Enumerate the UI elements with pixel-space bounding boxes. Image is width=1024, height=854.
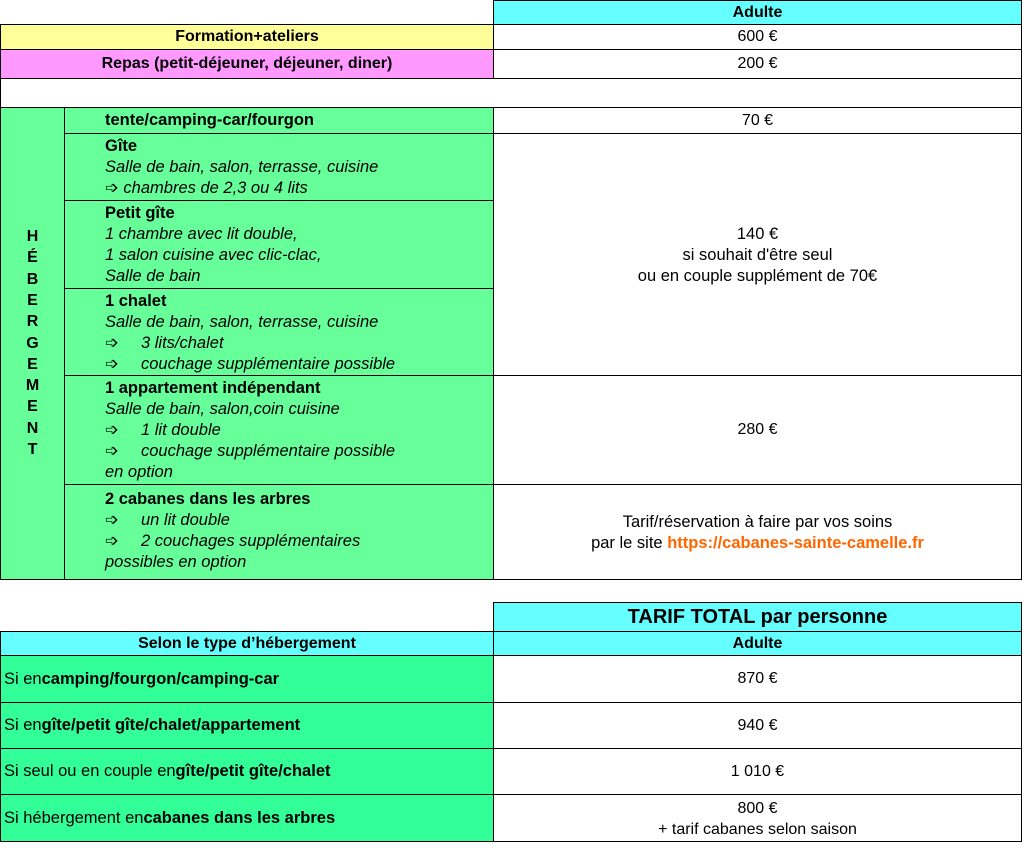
total-title: TARIF TOTAL par personne bbox=[493, 602, 1022, 632]
gite-line: ➩ chambres de 2,3 ou 4 lits bbox=[105, 179, 308, 197]
gite-cell bbox=[64, 133, 494, 201]
cabanes-line: ➩ 2 couchages supplémentaires bbox=[105, 532, 361, 550]
tente-price: 70 € bbox=[493, 107, 1022, 134]
vertical-letter: G bbox=[26, 334, 39, 352]
total-row-label: Si seul ou en couple en gîte/petit gîte/chalet bbox=[0, 748, 494, 795]
appartement-cell bbox=[64, 375, 494, 485]
appartement-price: 280 € bbox=[493, 375, 1022, 485]
appartement-line: ➩ 1 lit double bbox=[105, 421, 221, 439]
gite-group-price: 140 € si souhait d'être seul ou en couple supplément de 70€ bbox=[493, 133, 1022, 376]
cabanes-price: Tarif/réservation à faire par vos soins par le site https://cabanes-sainte-camelle.fr bbox=[493, 484, 1022, 580]
vertical-letter: B bbox=[26, 270, 39, 288]
appartement-title: 1 appartement indépendant bbox=[105, 379, 321, 397]
formation-label: Formation+ateliers bbox=[0, 24, 494, 50]
adulte-header: Adulte bbox=[493, 0, 1022, 25]
total-row-price: 940 € bbox=[493, 702, 1022, 749]
arrow-icon: ➩ bbox=[105, 511, 119, 529]
petit-gite-title: Petit gîte bbox=[105, 204, 175, 222]
arrow-icon: ➩ bbox=[105, 421, 119, 439]
arrow-icon: ➩ bbox=[105, 532, 119, 550]
chalet-cell bbox=[64, 288, 494, 376]
total-row-label: Si en gîte/petit gîte/chalet/appartement bbox=[0, 702, 494, 749]
arrow-icon: ➩ bbox=[105, 355, 119, 373]
vertical-letter: E bbox=[27, 355, 38, 373]
selon-header: Selon le type d’hébergement bbox=[0, 631, 494, 656]
cabanes-link[interactable]: https://cabanes-sainte-camelle.fr bbox=[667, 534, 924, 552]
vertical-letter: É bbox=[27, 249, 38, 267]
cabanes-line: ➩ un lit double bbox=[105, 511, 230, 529]
petit-gite-line: Salle de bain bbox=[105, 267, 201, 285]
arrow-icon: ➩ bbox=[105, 334, 119, 352]
petit-gite-line: 1 salon cuisine avec clic-clac, bbox=[105, 246, 322, 264]
chalet-line: Salle de bain, salon, terrasse, cuisine bbox=[105, 313, 379, 331]
vertical-letter: M bbox=[25, 377, 40, 395]
total-row-price: 1 010 € bbox=[493, 748, 1022, 795]
tente-label: tente/camping-car/fourgon bbox=[64, 107, 494, 134]
chalet-line: ➩ 3 lits/chalet bbox=[105, 334, 224, 352]
formation-price: 600 € bbox=[493, 24, 1022, 50]
appartement-line: Salle de bain, salon,coin cuisine bbox=[105, 400, 340, 418]
total-row-label: Si hébergement en cabanes dans les arbres bbox=[0, 794, 494, 842]
vertical-letter: H bbox=[26, 228, 39, 245]
cabanes-cell bbox=[64, 484, 494, 580]
appartement-line: ➩ couchage supplémentaire possible bbox=[105, 442, 396, 460]
spacer-row bbox=[0, 78, 1022, 108]
arrow-icon: ➩ bbox=[105, 442, 119, 460]
total-row-label: Si en camping/fourgon/camping-car bbox=[0, 655, 494, 703]
arrow-icon: ➩ bbox=[105, 179, 119, 197]
repas-price: 200 € bbox=[493, 49, 1022, 79]
petit-gite-line: 1 chambre avec lit double, bbox=[105, 225, 298, 243]
cabanes-title: 2 cabanes dans les arbres bbox=[105, 490, 311, 508]
vertical-letter: E bbox=[27, 398, 38, 416]
total-row-price: 800 € + tarif cabanes selon saison bbox=[493, 794, 1022, 842]
gite-line: Salle de bain, salon, terrasse, cuisine bbox=[105, 158, 379, 176]
vertical-letter: E bbox=[27, 291, 38, 309]
gite-title: Gîte bbox=[105, 137, 138, 155]
appartement-line: en option bbox=[105, 463, 173, 481]
vertical-letter: T bbox=[27, 441, 38, 458]
chalet-line: ➩ couchage supplémentaire possible bbox=[105, 355, 396, 373]
vertical-letter: N bbox=[26, 419, 39, 437]
petit-gite-cell bbox=[64, 200, 494, 289]
cabanes-line: possibles en option bbox=[105, 553, 247, 571]
total-row-price: 870 € bbox=[493, 655, 1022, 703]
vertical-letter: R bbox=[26, 313, 39, 331]
chalet-title: 1 chalet bbox=[105, 292, 167, 310]
hebergement-vertical-label bbox=[0, 107, 65, 580]
total-adulte-header: Adulte bbox=[493, 631, 1022, 656]
repas-label: Repas (petit-déjeuner, déjeuner, diner) bbox=[0, 49, 494, 79]
